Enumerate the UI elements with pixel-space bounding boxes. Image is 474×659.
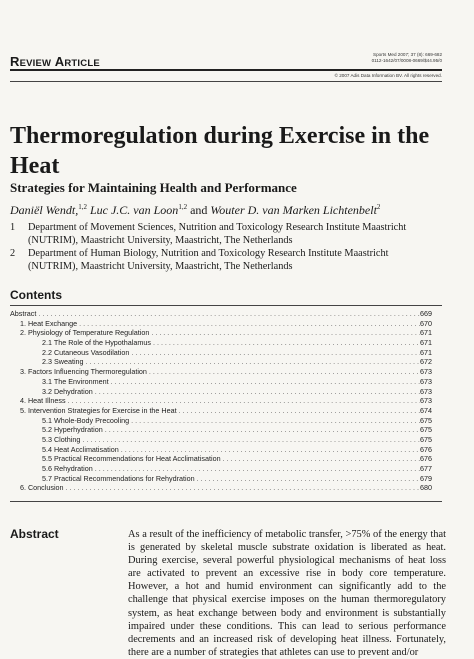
affiliation-item: [10, 222, 440, 247]
toc-entry: [10, 464, 432, 474]
contents-heading: Contents: [10, 288, 62, 302]
toc-entry-page: 673: [420, 376, 432, 386]
toc-entry: [10, 445, 432, 455]
toc-entry-page: 670: [420, 318, 432, 328]
toc-leader-dots: [64, 483, 420, 493]
citation-line: Sports Med 2007; 37 (8): 669-682: [373, 52, 442, 57]
toc-entry: [10, 416, 432, 426]
issn-line: 0112-1642/07/0008-0669/$44.95/0: [371, 58, 442, 63]
toc-entry-page: 669: [420, 309, 432, 318]
article-title: Thermoregulation during Exercise in the Heat: [10, 123, 430, 179]
toc-leader-dots: [93, 387, 420, 397]
author-affiliation-marker: 1,2: [78, 203, 87, 211]
toc-leader-dots: [77, 319, 420, 329]
toc-entry-page: 679: [420, 473, 432, 483]
affiliation-number: 2: [10, 248, 16, 259]
article-subtitle: Strategies for Maintaining Health and Performance: [10, 180, 297, 195]
toc-entry-page: 675: [420, 415, 432, 425]
abstract-text: As a result of the inefficiency of metabolic transfer, >75% of the energy that is generated by skeletal muscle substrate oxidation is liberated as heat. During exercise, several powerful physiological mechanisms of heat loss are activated to prevent an excessive rise in body core temperature. However, a hot and humid environment can significantly add to the challenge that physical exercise imposes on the human thermoregulatory system, as heat exchange between body and environment is substantially impaired under these conditions. This can lead to serious performance decrements and an increased risk of developing heat illness. Fortunately, there are a number of strategies that athletes can use to prevent and/or: [128, 529, 446, 658]
header-rule: [10, 69, 442, 71]
toc-leader-dots: [147, 367, 420, 377]
toc-entry-label: 3. Factors Influencing Thermoregulation: [20, 367, 147, 377]
toc-leader-dots: [109, 377, 420, 387]
toc-entry-label: 3.1 The Environment: [42, 376, 109, 386]
toc-entry-label: 6. Conclusion: [20, 483, 64, 493]
toc-entry-page: 673: [420, 386, 432, 396]
affiliation-list: [10, 222, 440, 274]
toc-entry: [10, 396, 432, 406]
author-list: [10, 203, 380, 218]
toc-entry: [10, 435, 432, 445]
toc-entry-page: 677: [420, 464, 432, 473]
toc-entry: [10, 377, 432, 387]
toc-entry: [10, 338, 432, 348]
toc-entry-label: 5.7 Practical Recommendations for Rehydration: [42, 473, 195, 483]
toc-leader-dots: [129, 416, 420, 426]
toc-entry: [10, 406, 432, 416]
toc-entry: [10, 309, 432, 319]
toc-leader-dots: [103, 425, 420, 435]
affiliation-text: Department of Movement Sciences, Nutrition and Toxicology Research Institute Maastricht (NUTRIM), Maastricht University, Maastricht, The Netherlands: [28, 222, 407, 246]
toc-entry-label: 2. Physiology of Temperature Regulation: [20, 328, 150, 338]
affiliation-item: [10, 248, 440, 273]
toc-entry-label: 5. Intervention Strategies for Exercise in the Heat: [20, 405, 177, 415]
author-name: Luc J.C. van Loon: [89, 203, 179, 217]
toc-entry-label: 1. Heat Exchange: [20, 318, 78, 328]
author-name: Daniël Wendt,: [10, 203, 79, 217]
copyright-rule: [10, 81, 442, 82]
toc-entry-label: 3.2 Dehydration: [42, 386, 93, 396]
toc-leader-dots: [129, 348, 420, 358]
author-name: Wouter D. van Marken Lichtenbelt: [210, 203, 377, 217]
toc-entry-page: 673: [420, 367, 432, 377]
toc-leader-dots: [177, 406, 420, 416]
toc-entry: [10, 348, 432, 358]
toc-entry: [10, 474, 432, 484]
toc-entry-label: 2.1 The Role of the Hypothalamus: [42, 338, 151, 348]
author-conjunction: and: [190, 203, 208, 217]
affiliation-number: 1: [10, 222, 16, 233]
journal-citation: [372, 52, 442, 64]
table-of-contents: [10, 309, 432, 493]
toc-entry-page: 676: [420, 444, 432, 454]
author-affiliation-marker: 2: [376, 203, 381, 211]
toc-leader-dots: [66, 396, 420, 406]
toc-leader-dots: [93, 464, 420, 474]
toc-entry-label: 4. Heat Illness: [20, 396, 66, 406]
toc-entry: [10, 367, 432, 377]
toc-entry-page: 674: [420, 405, 432, 415]
contents-rule: [10, 305, 442, 306]
toc-entry-label: 2.2 Cutaneous Vasodilation: [42, 347, 130, 357]
toc-leader-dots: [151, 338, 420, 348]
toc-entry-page: 673: [420, 396, 432, 406]
article-type-initial-2: A: [54, 54, 65, 69]
toc-leader-dots: [149, 328, 420, 338]
toc-leader-dots: [221, 454, 420, 464]
toc-entry-page: 680: [420, 483, 432, 493]
toc-entry: [10, 425, 432, 435]
toc-leader-dots: [36, 309, 420, 319]
article-type-label: [10, 54, 100, 69]
toc-entry: [10, 357, 432, 367]
toc-entry-page: 675: [420, 425, 432, 435]
article-type-rest-1: EVIEW: [19, 58, 52, 69]
toc-entry-page: 671: [420, 338, 432, 348]
toc-entry-label: 2.3 Sweating: [42, 357, 84, 367]
toc-entry-label: Abstract: [10, 309, 37, 318]
toc-leader-dots: [195, 474, 420, 484]
toc-entry-page: 672: [420, 357, 432, 367]
toc-entry-page: 676: [420, 454, 432, 464]
toc-entry-label: 5.5 Practical Recommendations for Heat Acclimatisation: [42, 454, 221, 464]
copyright-notice: © 2007 Adis Data Information BV. All rights reserved.: [334, 73, 442, 78]
toc-leader-dots: [119, 445, 420, 455]
toc-entry: [10, 454, 432, 464]
abstract-heading: Abstract: [10, 527, 59, 541]
toc-entry-label: 5.3 Clothing: [42, 434, 81, 444]
toc-entry-label: 5.4 Heat Acclimatisation: [42, 444, 119, 454]
toc-entry: [10, 319, 432, 329]
contents-end-rule: [10, 501, 442, 502]
toc-entry-page: 675: [420, 434, 432, 444]
toc-entry-page: 671: [420, 328, 432, 338]
toc-entry-label: 5.1 Whole-Body Precooling: [42, 415, 130, 425]
toc-entry-label: 5.2 Hyperhydration: [42, 425, 103, 435]
toc-entry-page: 671: [420, 347, 432, 357]
toc-entry-label: 5.6 Rehydration: [42, 464, 93, 473]
author-affiliation-marker: 1,2: [178, 203, 188, 211]
toc-entry: [10, 387, 432, 397]
toc-leader-dots: [84, 357, 420, 367]
article-type-initial-1: R: [10, 54, 20, 69]
toc-leader-dots: [80, 435, 420, 445]
article-type-rest-2: RTICLE: [64, 58, 100, 69]
affiliation-text: Department of Human Biology, Nutrition and Toxicology Research Institute Maastricht (NUTRIM), Maastricht University, Maastricht, The Netherlands: [28, 248, 389, 272]
toc-entry: [10, 328, 432, 338]
toc-entry: [10, 483, 432, 493]
